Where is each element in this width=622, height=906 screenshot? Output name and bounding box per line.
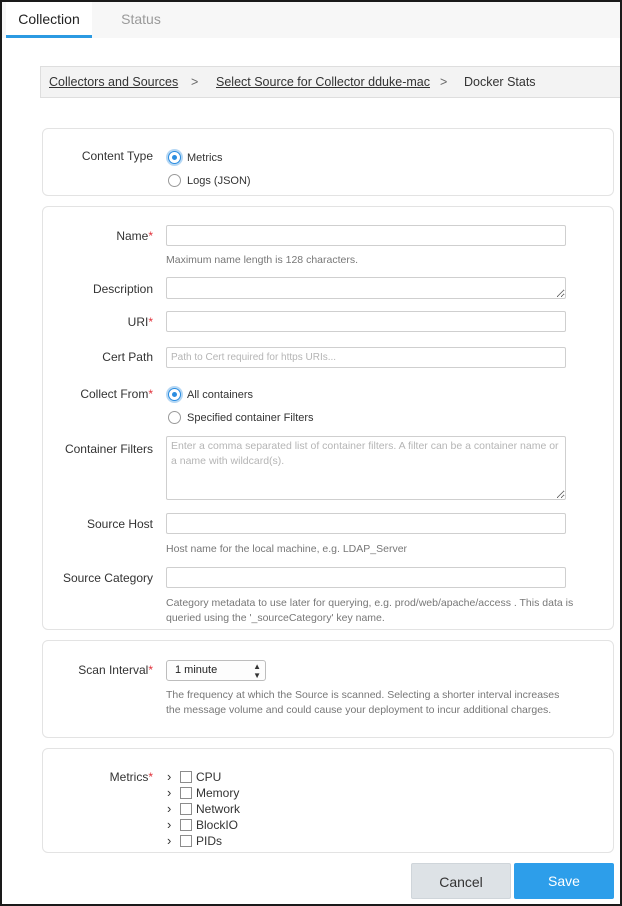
chevron-right-icon[interactable]: › bbox=[167, 769, 172, 784]
scan-interval-selected-value: 1 minute bbox=[175, 664, 218, 676]
metric-label: Network bbox=[196, 802, 241, 816]
select-arrows-icon: ▲ ▼ bbox=[253, 661, 261, 680]
chevron-right-icon[interactable]: › bbox=[167, 785, 172, 800]
content-type-logs-radio[interactable] bbox=[168, 174, 251, 187]
metric-pids-checkbox[interactable] bbox=[180, 835, 192, 847]
save-button[interactable]: Save bbox=[514, 863, 614, 899]
metric-cpu-checkbox[interactable] bbox=[180, 771, 192, 783]
name-help-text: Maximum name length is 128 characters. bbox=[166, 254, 358, 266]
uri-input[interactable] bbox=[166, 311, 566, 332]
chevron-right-icon[interactable]: › bbox=[167, 817, 172, 832]
name-input[interactable] bbox=[166, 225, 566, 246]
description-textarea[interactable] bbox=[166, 277, 566, 299]
metric-blockio bbox=[167, 817, 238, 833]
metric-cpu bbox=[167, 769, 221, 785]
breadcrumb-select-source-link[interactable]: Select Source for Collector dduke-mac bbox=[216, 75, 430, 89]
name-label: Name* bbox=[116, 229, 153, 243]
content-type-metrics-radio[interactable] bbox=[168, 151, 222, 164]
tab-collection[interactable]: Collection bbox=[6, 2, 92, 38]
metric-memory bbox=[167, 785, 239, 801]
metric-blockio-checkbox[interactable] bbox=[180, 819, 192, 831]
cert-path-input[interactable] bbox=[166, 347, 566, 368]
radio-selected-icon bbox=[168, 151, 181, 164]
scan-interval-label: Scan Interval* bbox=[78, 663, 153, 677]
scan-interval-select[interactable] bbox=[166, 660, 266, 681]
metric-label: BlockIO bbox=[196, 818, 239, 832]
content-type-card bbox=[42, 128, 614, 196]
source-category-input[interactable] bbox=[166, 567, 566, 588]
scan-interval-card bbox=[42, 640, 614, 738]
metric-label: Memory bbox=[196, 786, 240, 800]
metric-pids bbox=[167, 833, 222, 849]
source-category-label: Source Category bbox=[62, 571, 153, 585]
source-host-input[interactable] bbox=[166, 513, 566, 534]
uri-label: URI* bbox=[127, 315, 153, 329]
metrics-card bbox=[42, 748, 614, 853]
scan-interval-help-text: The frequency at which the Source is scanned. Selecting a shorter interval increases the message volume and could cause your deployment to incur additional charges. bbox=[166, 689, 560, 716]
container-filters-textarea[interactable] bbox=[166, 436, 566, 500]
radio-label: Logs (JSON) bbox=[187, 175, 251, 187]
radio-unselected-icon bbox=[168, 174, 181, 187]
breadcrumb-separator: > bbox=[191, 75, 199, 89]
metric-memory-checkbox[interactable] bbox=[180, 787, 192, 799]
breadcrumb-current: Docker Stats bbox=[464, 75, 536, 89]
radio-label: All containers bbox=[187, 389, 254, 401]
metric-label: CPU bbox=[196, 770, 222, 784]
source-category-help-text: Category metadata to use later for querying, e.g. prod/web/apache/access . This data is queried using the '_sourceCategory' key name. bbox=[166, 597, 574, 624]
container-filters-label: Container Filters bbox=[64, 442, 153, 456]
content-type-label: Content Type bbox=[81, 149, 153, 163]
source-host-help-text: Host name for the local machine, e.g. LDAP_Server bbox=[166, 543, 408, 555]
breadcrumb-separator: > bbox=[440, 75, 448, 89]
chevron-right-icon[interactable]: › bbox=[167, 801, 172, 816]
radio-label: Metrics bbox=[187, 152, 223, 164]
description-label: Description bbox=[92, 282, 153, 296]
breadcrumb bbox=[40, 66, 622, 98]
cancel-button[interactable]: Cancel bbox=[411, 863, 511, 899]
radio-label: Specified container Filters bbox=[187, 412, 314, 424]
cert-path-label: Cert Path bbox=[102, 350, 153, 364]
metric-label: PIDs bbox=[196, 834, 223, 848]
tab-bar bbox=[2, 2, 620, 38]
tab-status[interactable]: Status bbox=[121, 11, 161, 27]
collect-all-containers-radio[interactable] bbox=[168, 388, 253, 401]
source-host-label: Source Host bbox=[86, 517, 153, 531]
radio-unselected-icon bbox=[168, 411, 181, 424]
collect-specified-filters-radio[interactable] bbox=[168, 411, 314, 424]
metric-network-checkbox[interactable] bbox=[180, 803, 192, 815]
metrics-label: Metrics* bbox=[109, 770, 153, 784]
collect-from-label: Collect From* bbox=[80, 387, 153, 401]
breadcrumb-collectors-link[interactable]: Collectors and Sources bbox=[49, 75, 179, 89]
radio-selected-icon bbox=[168, 388, 181, 401]
chevron-right-icon[interactable]: › bbox=[167, 833, 172, 848]
metric-network bbox=[167, 801, 240, 817]
source-details-card bbox=[42, 206, 614, 630]
